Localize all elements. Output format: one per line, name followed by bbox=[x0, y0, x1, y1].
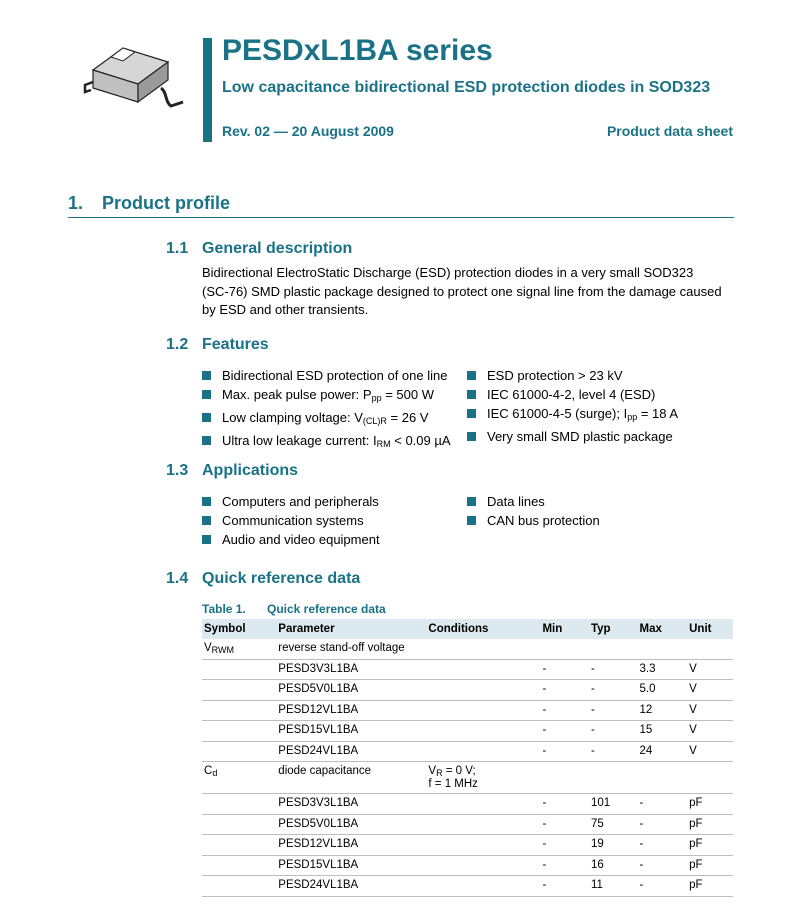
header-accent-bar bbox=[203, 38, 212, 142]
document-title: PESDxL1BA series bbox=[222, 34, 493, 67]
document-type: Product data sheet bbox=[606, 123, 733, 139]
subsection-title: Features bbox=[202, 336, 269, 353]
table-cell bbox=[202, 794, 276, 815]
list-item: IEC 61000-4-5 (surge); $I_{pp} = 18$ A bbox=[467, 404, 678, 427]
table-cell: PESD3V3L1BA bbox=[278, 797, 359, 809]
list-item: Ultra low leakage current: $I_{RM} < 0.09$ µA bbox=[202, 431, 451, 454]
table-row bbox=[202, 680, 733, 701]
list-item: Bidirectional ESD protection of one line bbox=[202, 366, 451, 385]
section-heading bbox=[68, 193, 230, 214]
table-cell: PESD3V3L1BA bbox=[278, 662, 359, 675]
list-item: Data lines bbox=[467, 492, 600, 511]
section-number: 1. bbox=[68, 193, 84, 213]
column-header: Conditions bbox=[426, 619, 540, 639]
table-cell: - bbox=[542, 858, 547, 871]
table-cell bbox=[202, 659, 276, 680]
table-cell: V bbox=[689, 683, 697, 695]
list-item: Max. peak pulse power: $P_{pp} = 500$ W bbox=[202, 385, 451, 408]
sod323-package-icon bbox=[83, 40, 188, 115]
subsection-title: Quick reference data bbox=[202, 570, 361, 587]
table-cell: - bbox=[639, 817, 644, 830]
table-cell: pF bbox=[689, 858, 703, 871]
subsection-number: 1.1 bbox=[166, 240, 189, 257]
applications-list-left bbox=[202, 492, 380, 549]
table-caption-title: Quick reference data bbox=[267, 602, 386, 616]
features-list-left bbox=[202, 366, 451, 454]
features-list-right bbox=[467, 366, 678, 446]
list-item: Audio and video equipment bbox=[202, 530, 380, 549]
table-cell: 5.0 bbox=[639, 683, 656, 695]
table-cell: 12 bbox=[639, 703, 653, 716]
subsection-heading-general bbox=[166, 240, 352, 258]
table-cell: - bbox=[590, 744, 595, 757]
table-cell bbox=[637, 762, 687, 794]
column-header: Typ bbox=[589, 619, 638, 639]
table-cell: - bbox=[590, 683, 595, 695]
table-caption-label: Table 1. bbox=[202, 602, 246, 616]
table-cell: - bbox=[639, 797, 644, 809]
table-cell bbox=[426, 855, 540, 876]
table-cell: PESD12VL1BA bbox=[278, 703, 359, 716]
table-cell: 16 bbox=[590, 858, 604, 871]
table-cell: 24 bbox=[639, 744, 653, 757]
column-header: Parameter bbox=[276, 619, 426, 639]
table-cell: PESD5V0L1BA bbox=[278, 817, 359, 830]
table-cell: - bbox=[639, 838, 644, 850]
table-cell: pF bbox=[689, 879, 703, 891]
table-cell: V bbox=[689, 703, 697, 716]
table-row bbox=[202, 762, 733, 794]
table-cell bbox=[426, 721, 540, 742]
bullet-square-icon bbox=[467, 516, 476, 525]
table-cell: 75 bbox=[590, 817, 604, 830]
table-row bbox=[202, 876, 733, 897]
bullet-square-icon bbox=[467, 390, 476, 399]
column-header: Unit bbox=[687, 619, 733, 639]
conditions-cell: $V_R = 0$ V; f = 1 MHz bbox=[428, 765, 478, 790]
table-cell bbox=[202, 721, 276, 742]
parameter-cell: diode capacitance bbox=[278, 765, 372, 777]
table-cell bbox=[687, 639, 733, 659]
table-cell: PESD24VL1BA bbox=[278, 879, 359, 891]
table-cell bbox=[426, 741, 540, 762]
list-item: Low clamping voltage: $V_{(CL)R} = 26$ V bbox=[202, 408, 451, 431]
quick-reference-table bbox=[202, 619, 733, 897]
table-cell: PESD15VL1BA bbox=[278, 724, 359, 736]
table-row bbox=[202, 659, 733, 680]
subsection-heading-features bbox=[166, 336, 269, 354]
table-cell bbox=[540, 639, 589, 659]
table-cell: V bbox=[689, 744, 697, 757]
table-cell: - bbox=[542, 744, 547, 757]
table-cell bbox=[202, 855, 276, 876]
table-cell: 3.3 bbox=[639, 662, 656, 675]
table-cell bbox=[202, 741, 276, 762]
table-cell: - bbox=[542, 879, 547, 891]
table-cell: V bbox=[689, 662, 697, 675]
table-cell bbox=[202, 700, 276, 721]
table-cell: - bbox=[639, 879, 644, 891]
list-item: ESD protection > 23 kV bbox=[467, 366, 678, 385]
subsection-title: General description bbox=[202, 240, 353, 257]
table-cell bbox=[589, 639, 638, 659]
table-header-row bbox=[202, 619, 733, 639]
symbol-cell: $V_{RWM}$ bbox=[204, 642, 235, 655]
bullet-square-icon bbox=[202, 371, 211, 380]
table-cell: 15 bbox=[639, 724, 653, 736]
revision-date: Rev. 02 — 20 August 2009 bbox=[222, 123, 394, 139]
table-cell bbox=[426, 659, 540, 680]
subsection-number: 1.3 bbox=[166, 462, 189, 479]
bullet-square-icon bbox=[202, 497, 211, 506]
bullet-square-icon bbox=[202, 413, 211, 422]
table-cell: PESD12VL1BA bbox=[278, 838, 359, 850]
table-cell bbox=[426, 794, 540, 815]
column-header: Max bbox=[637, 619, 687, 639]
table-cell: 101 bbox=[590, 797, 611, 809]
section-title: Product profile bbox=[102, 193, 231, 213]
table-row bbox=[202, 855, 733, 876]
table-row bbox=[202, 814, 733, 835]
bullet-square-icon bbox=[467, 409, 476, 418]
applications-list-right bbox=[467, 492, 600, 530]
subsection-number: 1.4 bbox=[166, 570, 189, 587]
table-cell: pF bbox=[689, 797, 703, 809]
bullet-square-icon bbox=[202, 436, 211, 445]
subsection-heading-applications bbox=[166, 462, 298, 480]
table-cell: PESD5V0L1BA bbox=[278, 683, 359, 695]
table-cell bbox=[202, 876, 276, 897]
bullet-square-icon bbox=[202, 516, 211, 525]
table-cell: PESD24VL1BA bbox=[278, 744, 359, 757]
bullet-square-icon bbox=[202, 390, 211, 399]
table-cell bbox=[202, 835, 276, 856]
section-rule bbox=[68, 217, 734, 218]
table-cell: - bbox=[590, 662, 595, 675]
table-cell: PESD15VL1BA bbox=[278, 858, 359, 871]
bullet-square-icon bbox=[467, 497, 476, 506]
table-cell bbox=[202, 814, 276, 835]
table-cell bbox=[637, 639, 687, 659]
bullet-square-icon bbox=[202, 535, 211, 544]
table-cell bbox=[426, 876, 540, 897]
table-cell: - bbox=[542, 817, 547, 830]
table-cell: - bbox=[542, 703, 547, 716]
column-header: Min bbox=[540, 619, 589, 639]
list-item: CAN bus protection bbox=[467, 511, 600, 530]
bullet-square-icon bbox=[467, 371, 476, 380]
document-subtitle: Low capacitance bidirectional ESD protection diodes in SOD323 bbox=[222, 79, 711, 96]
table-cell: - bbox=[542, 838, 547, 850]
parameter-cell: reverse stand-off voltage bbox=[278, 642, 405, 654]
general-description-text: Bidirectional ElectroStatic Discharge (ESD) protection diodes in a very small SOD323 (SC-76) SMD plastic package designed to protect one signal line from the damage caused by ESD and other transients. bbox=[202, 265, 722, 317]
subsection-number: 1.2 bbox=[166, 336, 189, 353]
table-cell: 11 bbox=[590, 879, 603, 891]
table-cell bbox=[426, 680, 540, 701]
table-cell: - bbox=[542, 797, 547, 809]
table-cell bbox=[426, 700, 540, 721]
table-row bbox=[202, 794, 733, 815]
table-row bbox=[202, 741, 733, 762]
table-cell bbox=[540, 762, 589, 794]
list-item: Communication systems bbox=[202, 511, 380, 530]
table-cell bbox=[687, 762, 733, 794]
table-cell: - bbox=[590, 724, 595, 736]
list-item: Very small SMD plastic package bbox=[467, 427, 678, 446]
table-row bbox=[202, 639, 733, 659]
table-row bbox=[202, 700, 733, 721]
table-cell bbox=[426, 835, 540, 856]
table-cell: - bbox=[542, 724, 547, 736]
table-cell: - bbox=[590, 703, 595, 716]
table-cell: pF bbox=[689, 817, 703, 830]
bullet-square-icon bbox=[467, 432, 476, 441]
table-cell: - bbox=[542, 662, 547, 675]
table-cell: V bbox=[689, 724, 697, 736]
subsection-title: Applications bbox=[202, 462, 299, 479]
subsection-heading-quickref bbox=[166, 570, 360, 588]
symbol-cell: $C_d$ bbox=[204, 765, 218, 778]
table-row bbox=[202, 835, 733, 856]
table-cell bbox=[202, 680, 276, 701]
column-header: Symbol bbox=[202, 619, 276, 639]
table-cell bbox=[426, 639, 540, 659]
table-row bbox=[202, 721, 733, 742]
table-cell: 19 bbox=[590, 838, 604, 850]
table-cell: pF bbox=[689, 838, 703, 850]
table-cell bbox=[426, 814, 540, 835]
table-caption bbox=[202, 602, 386, 616]
table-cell bbox=[589, 762, 638, 794]
table-cell: - bbox=[542, 683, 547, 695]
table-cell: - bbox=[639, 858, 644, 871]
list-item: IEC 61000-4-2, level 4 (ESD) bbox=[467, 385, 678, 404]
list-item: Computers and peripherals bbox=[202, 492, 380, 511]
